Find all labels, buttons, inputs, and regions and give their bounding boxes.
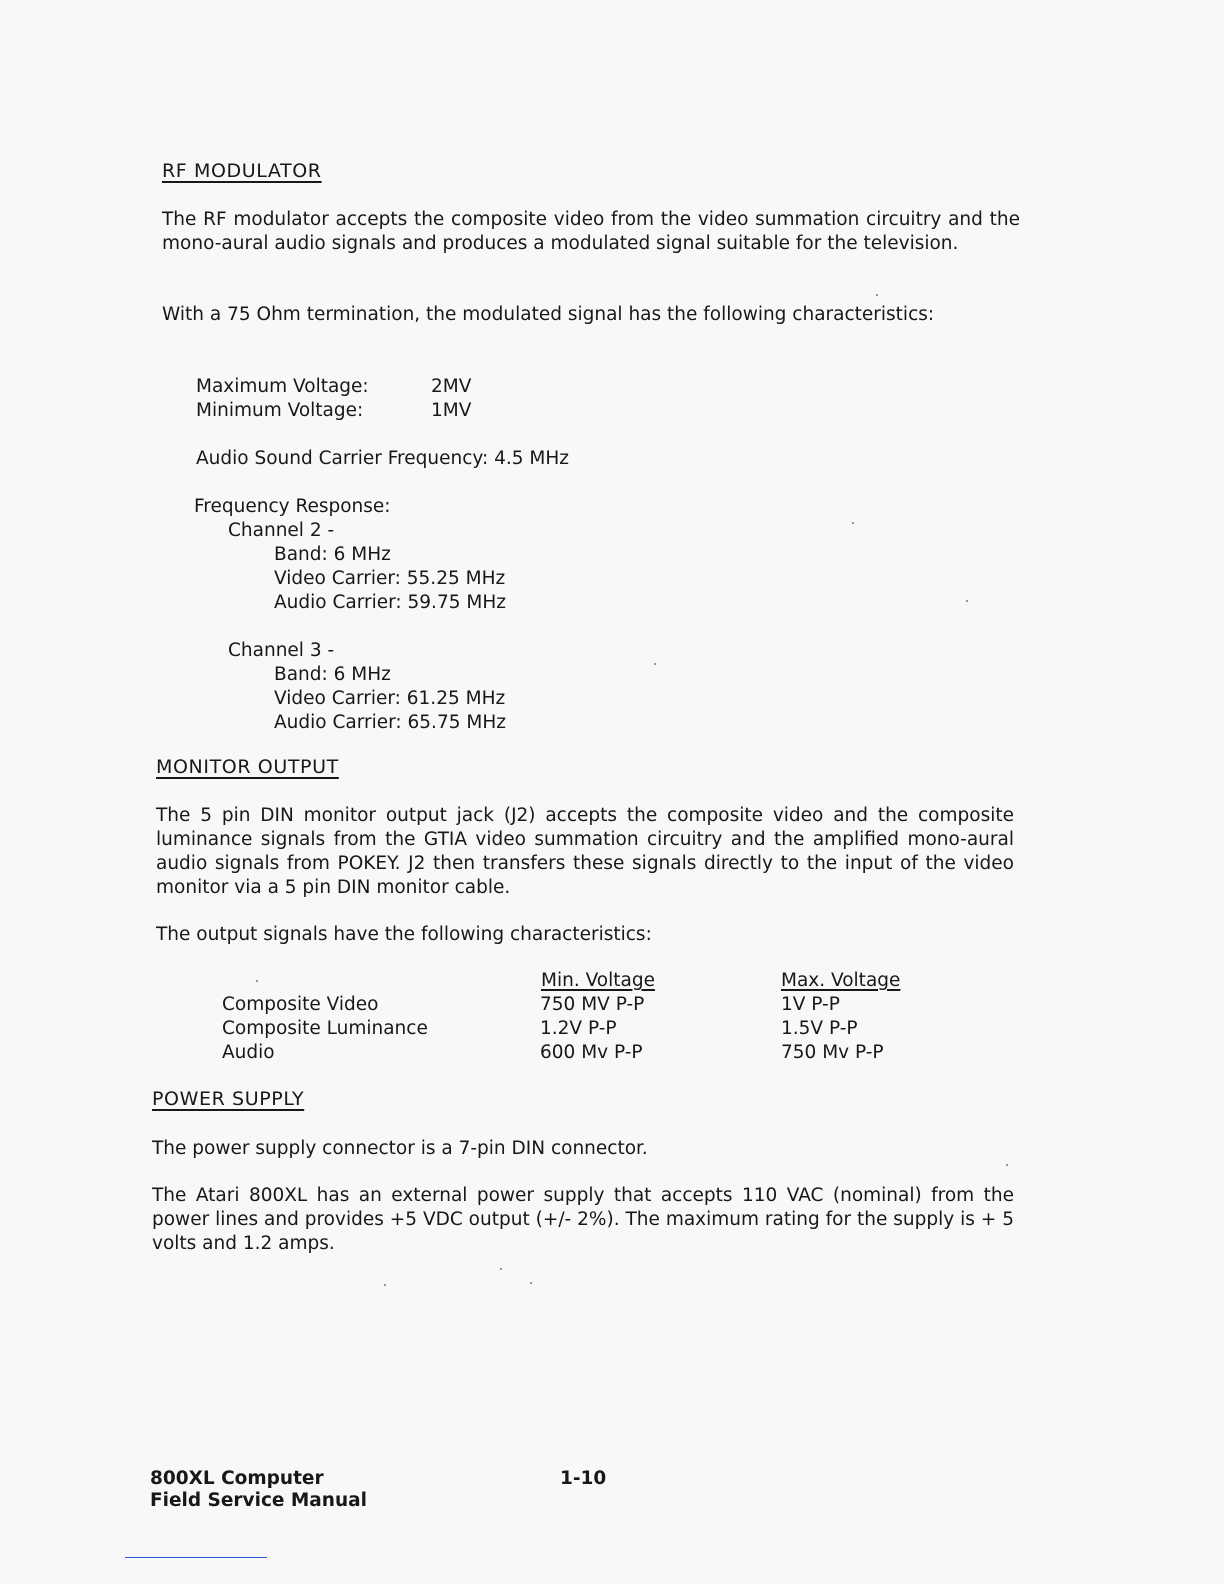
table-row-min: 750 MV P-P bbox=[540, 994, 645, 1015]
edge-artifact-line bbox=[125, 1557, 267, 1558]
channel2-title: Channel 2 - bbox=[228, 520, 335, 541]
power-supply-paragraph: The Atari 800XL has an external power supply that accepts 110 VAC (nominal) from the power lines and provides +5 VDC output (+/- 2%). The maximum rating for the supply is + 5 volts and 1.2 amps. bbox=[152, 1185, 1014, 1254]
min-voltage-label: Minimum Voltage: bbox=[196, 400, 364, 421]
table-row-label: Audio bbox=[222, 1042, 275, 1063]
monitor-output-paragraph: The 5 pin DIN monitor output jack (J2) accepts the composite video and the composite luminance signals from the GTIA video summation circuitry and the amplified mono-aural audio signals from POKEY. J2 then transfers these signals directly to the input of the video monitor via a 5 pin DIN monitor cable. bbox=[156, 805, 1014, 898]
table-row-max: 750 Mv P-P bbox=[781, 1042, 884, 1063]
scan-speck bbox=[852, 522, 854, 524]
max-voltage-column-header: Max. Voltage bbox=[781, 970, 901, 991]
footer-title-line1: 800XL Computer bbox=[150, 1468, 324, 1489]
scan-speck bbox=[966, 600, 968, 602]
channel2-band: Band: 6 MHz bbox=[274, 544, 391, 565]
channel2-video-carrier: Video Carrier: 55.25 MHz bbox=[274, 568, 506, 589]
channel3-video-carrier: Video Carrier: 61.25 MHz bbox=[274, 688, 506, 709]
scan-speck bbox=[530, 1282, 532, 1284]
scan-speck bbox=[500, 1268, 502, 1270]
min-voltage-value: 1MV bbox=[431, 400, 472, 421]
audio-sound-carrier: Audio Sound Carrier Frequency: 4.5 MHz bbox=[196, 448, 569, 469]
frequency-response-label: Frequency Response: bbox=[194, 496, 391, 517]
scan-speck bbox=[1006, 1164, 1008, 1166]
rf-modulator-paragraph: The RF modulator accepts the composite video from the video summation circuitry and the mono-aural audio signals and produces a modulated signal suitable for the television. bbox=[162, 209, 1020, 254]
scan-speck bbox=[876, 294, 878, 296]
max-voltage-label: Maximum Voltage: bbox=[196, 376, 369, 397]
channel3-audio-carrier: Audio Carrier: 65.75 MHz bbox=[274, 712, 506, 733]
table-row-label: Composite Luminance bbox=[222, 1018, 428, 1039]
channel3-title: Channel 3 - bbox=[228, 640, 335, 661]
channel2-audio-carrier: Audio Carrier: 59.75 MHz bbox=[274, 592, 506, 613]
page-number: 1-10 bbox=[560, 1468, 607, 1489]
min-voltage-column-header: Min. Voltage bbox=[541, 970, 655, 991]
table-row-min: 600 Mv P-P bbox=[540, 1042, 643, 1063]
footer-title-line2: Field Service Manual bbox=[150, 1490, 367, 1511]
output-characteristics-intro: The output signals have the following characteristics: bbox=[156, 924, 652, 945]
table-row-label: Composite Video bbox=[222, 994, 379, 1015]
rf-modulator-heading: RF MODULATOR bbox=[162, 160, 322, 182]
max-voltage-value: 2MV bbox=[431, 376, 472, 397]
power-supply-heading: POWER SUPPLY bbox=[152, 1088, 305, 1110]
rf-characteristics-intro: With a 75 Ohm termination, the modulated signal has the following characteristics: bbox=[162, 304, 935, 325]
table-row-max: 1.5V P-P bbox=[781, 1018, 858, 1039]
scan-speck bbox=[654, 663, 656, 665]
channel3-band: Band: 6 MHz bbox=[274, 664, 391, 685]
table-row-min: 1.2V P-P bbox=[540, 1018, 617, 1039]
power-connector-sentence: The power supply connector is a 7-pin DIN connector. bbox=[152, 1138, 648, 1159]
scan-speck bbox=[256, 980, 258, 982]
table-row-max: 1V P-P bbox=[781, 994, 840, 1015]
monitor-output-heading: MONITOR OUTPUT bbox=[156, 756, 339, 778]
scan-speck bbox=[384, 1284, 386, 1286]
